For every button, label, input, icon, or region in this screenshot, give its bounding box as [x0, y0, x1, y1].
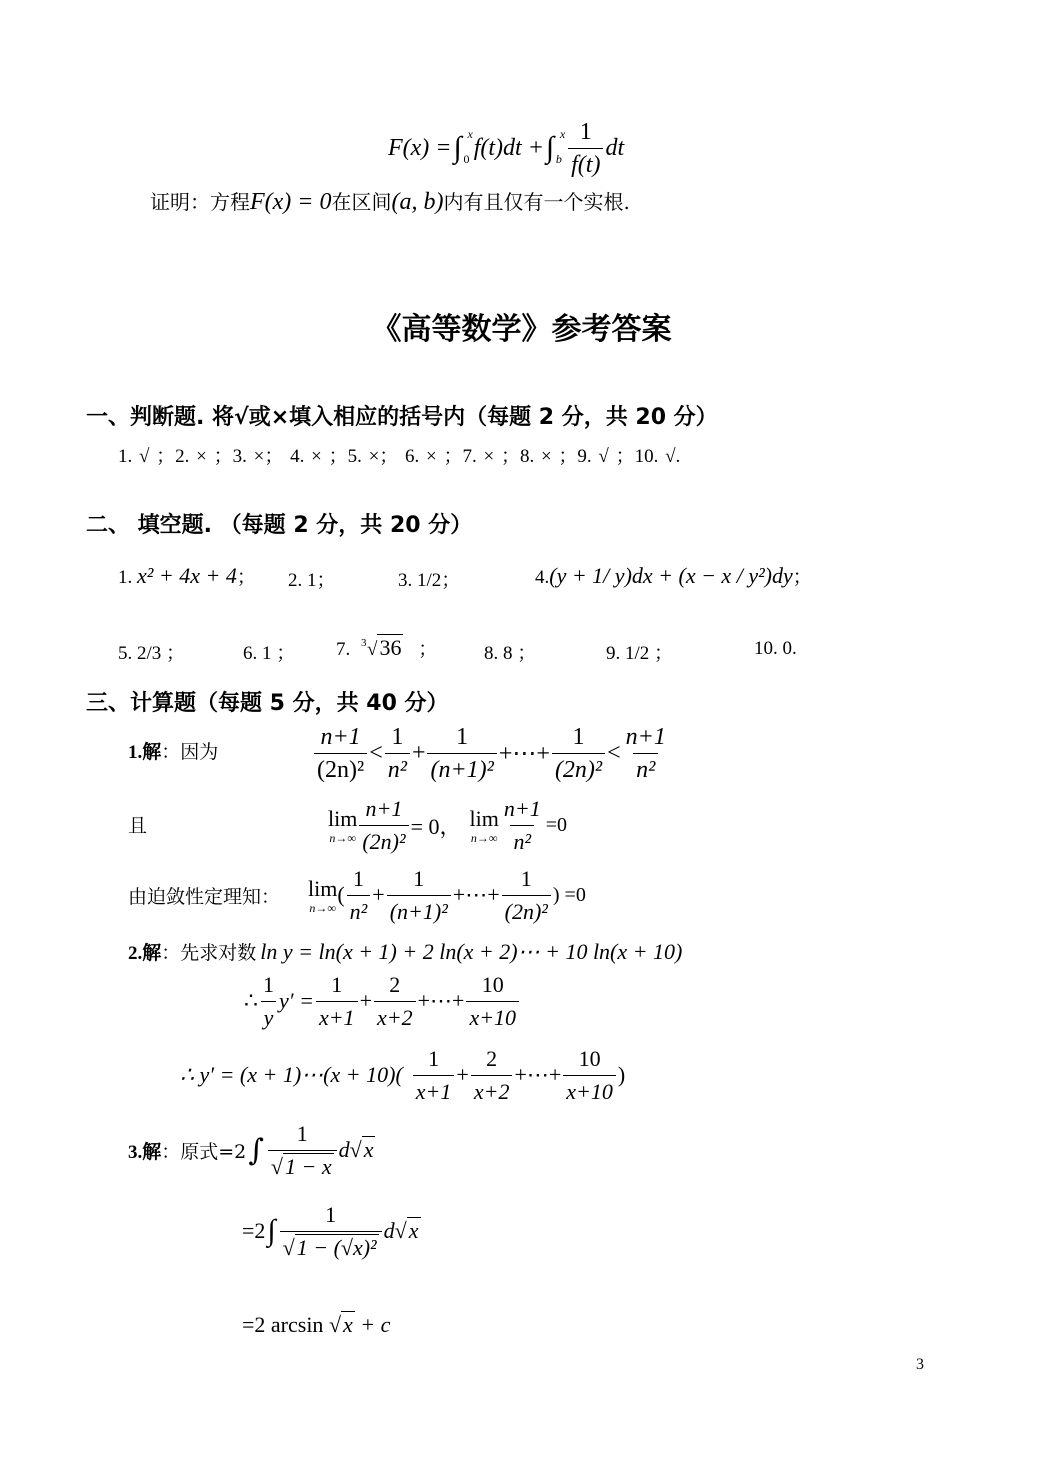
integral-sign-2: ∫ x b	[545, 127, 566, 166]
q1-label: 1.解：因为	[128, 741, 219, 763]
q3-label: 3.解 ：原式=2 ∫ $\frac{1}{√1 - x}$ d √x	[128, 1120, 375, 1180]
section1-answers: 1. √ ；2. × ；3. ×； 4. × ；5. ×； 6. × ；7. × ；8. × ；9. √ ；10. √.	[118, 446, 681, 467]
q1-frac-4: $\frac{1}{\text{(2n)²}}$	[552, 721, 605, 786]
q1-squeeze-limit: lim n→∞ ( $\frac{1}{\text{n²}}$ + $\frac{1}{\text{(n+1)²}}$ +⋯+ $\frac{1}{\text{(2n)²}}$ ) =0	[308, 862, 586, 928]
q1-frac-2: $\frac{1}{\text{n²}}$	[385, 721, 410, 786]
section2-answer-1: 1. x² + 4x + 4；	[118, 563, 256, 588]
section2-answer-8: 8. 8 ；	[484, 643, 537, 664]
top-fraction: $\frac{1}{f(t)}$	[568, 116, 603, 181]
page-number: 3	[916, 1356, 924, 1373]
section2-answer-2: 2. 1；	[288, 570, 336, 591]
int1-body: f(t)dt +	[473, 134, 544, 161]
section2-answer-4: 4.(y + 1/ y)dx + (x − x / y²)dy；	[535, 563, 812, 588]
section2-answer-5: 5. 2/3 ；	[118, 643, 186, 664]
top-formula	[388, 120, 624, 176]
section2-answer-10: 10. 0.	[754, 638, 797, 659]
q1-and: 且	[128, 815, 148, 837]
q2-label: 2.解 ：先求对数 ln y = ln(x + 1) + 2 ln(x + 2)⋯ + 10 ln(x + 10)	[128, 939, 683, 964]
section2-answer-9: 9. 1/2 ；	[606, 643, 674, 664]
int1-lower: 0	[463, 152, 470, 166]
int2-upper: x	[559, 127, 566, 141]
section2-answer-3: 3. 1/2；	[398, 570, 461, 591]
formula-lhs: F(x) =	[388, 134, 452, 161]
q1-limits: lim n→∞ $\frac{n+1}{\text{(2n)²}}$ = 0， lim n→∞ $\frac{n+1}{\text{n²}}$ =0	[328, 792, 567, 858]
integral-sign-1: ∫ x 0	[453, 127, 473, 166]
q1-inequality: $\frac{n+1}{\text{(2n)²}}$ < $\frac{1}{\text{n²}}$ + $\frac{1}{\text{(n+1)²}}$ +⋯+ $\frac{1}{\text{(2n)²}}$ < $\frac{n+1}{\text{n²}}$	[312, 720, 671, 786]
section2-answer-7: 7. 3 √36 ；	[336, 635, 438, 660]
proof-statement: 证明：方程F(x) = 0在区间(a, b)内有且仅有一个实根.	[150, 189, 630, 215]
q3-step-2: =2 ∫ $\frac{1}{\text{√1 − (√x)²}}$ d √x	[242, 1196, 421, 1266]
section1-heading: 一、判断题. 将√或×填入相应的括号内（每题 2 分，共 20 分）	[86, 405, 718, 430]
page-title: 《高等数学》参考答案	[371, 312, 672, 347]
q1-squeeze-text: 由迫敛性定理知：	[128, 886, 281, 908]
q1-lim-1: lim n→∞	[328, 806, 358, 845]
q2-result-line: ∴ y′ = (x + 1)⋯(x + 10)( $\frac{1}{x+1}$ + $\frac{2}{x+2}$ +⋯+ $\frac{10}{x+10}$ )	[180, 1042, 625, 1108]
q1-lim-2: lim n→∞	[469, 806, 499, 845]
int1-upper: x	[467, 127, 473, 141]
q1-frac-5: $\frac{n+1}{\text{n²}}$	[623, 721, 669, 786]
section3-heading: 三、计算题（每题 5 分，共 40 分）	[86, 691, 449, 716]
q1-frac-1: $\frac{n+1}{\text{(2n)²}}$	[314, 721, 367, 786]
q2-derivative-line: ∴ $\frac{1}{y}$ y′ = $\frac{1}{x+1}$ + $\frac{2}{x+2}$ +⋯+ $\frac{10}{x+10}$	[244, 968, 521, 1034]
int2-lower: b	[555, 152, 562, 166]
q3-step-3: =2 arcsin √x + c	[242, 1312, 391, 1337]
section2-heading: 二、 填空题. （每题 2 分，共 20 分）	[86, 513, 473, 538]
int2-tail: dt	[605, 134, 625, 161]
section2-answer-6: 6. 1 ；	[243, 643, 296, 664]
q1-frac-3: $\frac{1}{\text{(n+1)²}}$	[427, 721, 496, 786]
